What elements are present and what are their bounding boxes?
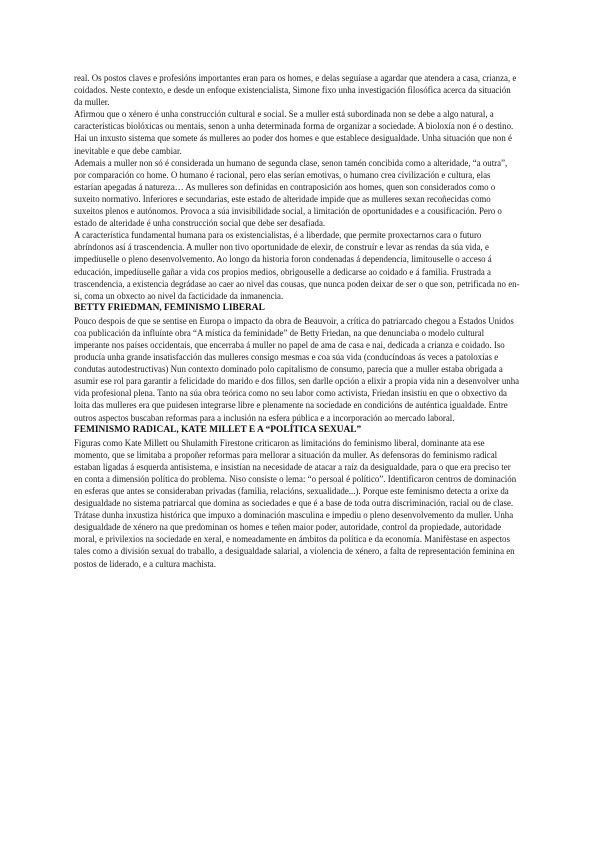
paragraph: Afirmou que o xénero é unha construcción cultural e social. Se a muller está subordinada non se debe a algo natural, a características biolóxicas ou mentais, senon a unha determinada forma de organizar a sociedade. A bioloxía non é o destino. Hai un inxusto sistema que somete ás mulleres ao poder dos homes e que establece desigualdade. Unha situación que non é inevitable e que debe cambiar. [74,109,514,156]
section-heading-friedman: BETTY FRIEDMAN, FEMINISMO LIBERAL [74,302,265,313]
paragraph: Ademais a muller non só é considerada un humano de segunda clase, senon tamén concibida como a alteridade, “a outra”, por comparación co home. O humano é racional, pero elas serían emotivas, o humano crea civilización e cultura, elas estarían apegadas á natureza… As mulleres son definidas en contraposición aos homes, quen son considerados como o suxeito normativo. Inferiores e secundarias, este estado de alteridade impide que as mulleres sexan recoñecidas como suxeitos plenos e autónomos. Provoca a súa invisibilidade social, a limitación de oportunidades e a cousificación. Pero o estado de alteridade é unha construcción social que debe ser desafiada. [74,157,508,229]
paragraph: Pouco despois de que se sentise en Europa o impacto da obra de Beauvoir, a crítica do patriarcado chegou a Estados Unidos coa publicación da influínte obra “A mística da feminidade” de Betty Friedan, na que denunciaba o modelo cultural imperante nos países occidentais, que encerraba á muller no papel de ama de casa e nai, dedicada a crianza e coidado. Iso producía unha grande insatisfacción das mulleres consigo mesmas e coa súa vida (conducíndoas ás veces a patoloxías e condutas autodestructivas) Nun contexto dominado polo capitalismo de consumo, parecía que a muller estaba obrigada a asumir ese rol para garantir a felicidade do marido e dos fillos, sen darlle opción a elixir a propia vida nin a desenvolver unha vida profesional plena. Tanto na súa obra teórica como no seu labor como activista, Friedan insistiu en que o obxectivo da loita das mulleres era que puidesen integrarse libre e plenamente na sociedade en condicións de auténtica igualdade. Entre outros aspectos buscaban reformas para a inclusión na esfera pública e a incorporación ao mercado laboral. [74,315,520,423]
paragraph: Figuras como Kate Millett ou Shulamith Firestone criticaron as limitacións do feminismo liberal, dominante ata ese momento, que se limitaba a propoñer reformas para mellorar a situación da muller. As defensoras do feminismo radical estaban ligadas á esquerda antisistema, e insistían na necesidade de atacar a raíz da desigualdade, para o que era preciso ter en conta a dimensión política do problema. Niso consiste o lema: “o persoal é político”. Identificaron centros de dominación en esferas que antes se consideraban privadas (familia, relacións, sexualidade...). Porque este feminismo detecta a orixe da desigualdade no sistema patriarcal que domina as sociedades e que é a base de toda outra discriminación, racial ou de clase. Trátase dunha inxustiza histórica que impuxo a dominación masculina e impediu o pleno desenvolvemento da muller. Unha desigualdade de xénero na que predominan os homes e teñen maior poder, autoridade, control da propiedade, autoridade moral, e privilexios na sociedade en xeral, e nomeadamente en ámbitos da política e da economía. Manifèstase en aspectos tales como a división sexual do traballo, a desigualdade salarial, a violencia de xénero, a falta de representación feminina en postos de liderado, e a cultura machista. [74,437,517,569]
paragraph: A característica fundamental humana para os existencialistas, é a liberdade, que permite proxectarnos cara o futuro abríndonos así á trascendencia. A muller non tivo oportunidade de elexir, de construír e levar as rendas da súa vida, e impedíuselle o pleno desenvolvemento. Ao longo da historia foron condenadas á dependencia, limitouselle o acceso á educación, impedíuselle gañar a vida cos propios medios, obrigouselle a dedicarse ao coidado e á familia. Frustrada a trascendencia, a existencia degrádase ao caer ao nivel das cousas, que nunca poden deixar de ser o que son, petrificada no en-si, coma un obxecto ao nivel da facticidade da inmanencia. [74,230,520,301]
document-page [74,72,520,570]
paragraph: real. Os postos claves e profesións importantes eran para os homes, e delas seguíase a agardar que atendera a casa, crianza, e coidados. Neste contexto, e desde un enfoque existencialista, Simone fixo unha investigación filosófica acerca da situación da muller. [74,73,517,108]
section-heading-radical-feminism: FEMINISMO RADICAL, KATE MILLET E A “POLÍTICA SEXUAL” [74,424,362,435]
